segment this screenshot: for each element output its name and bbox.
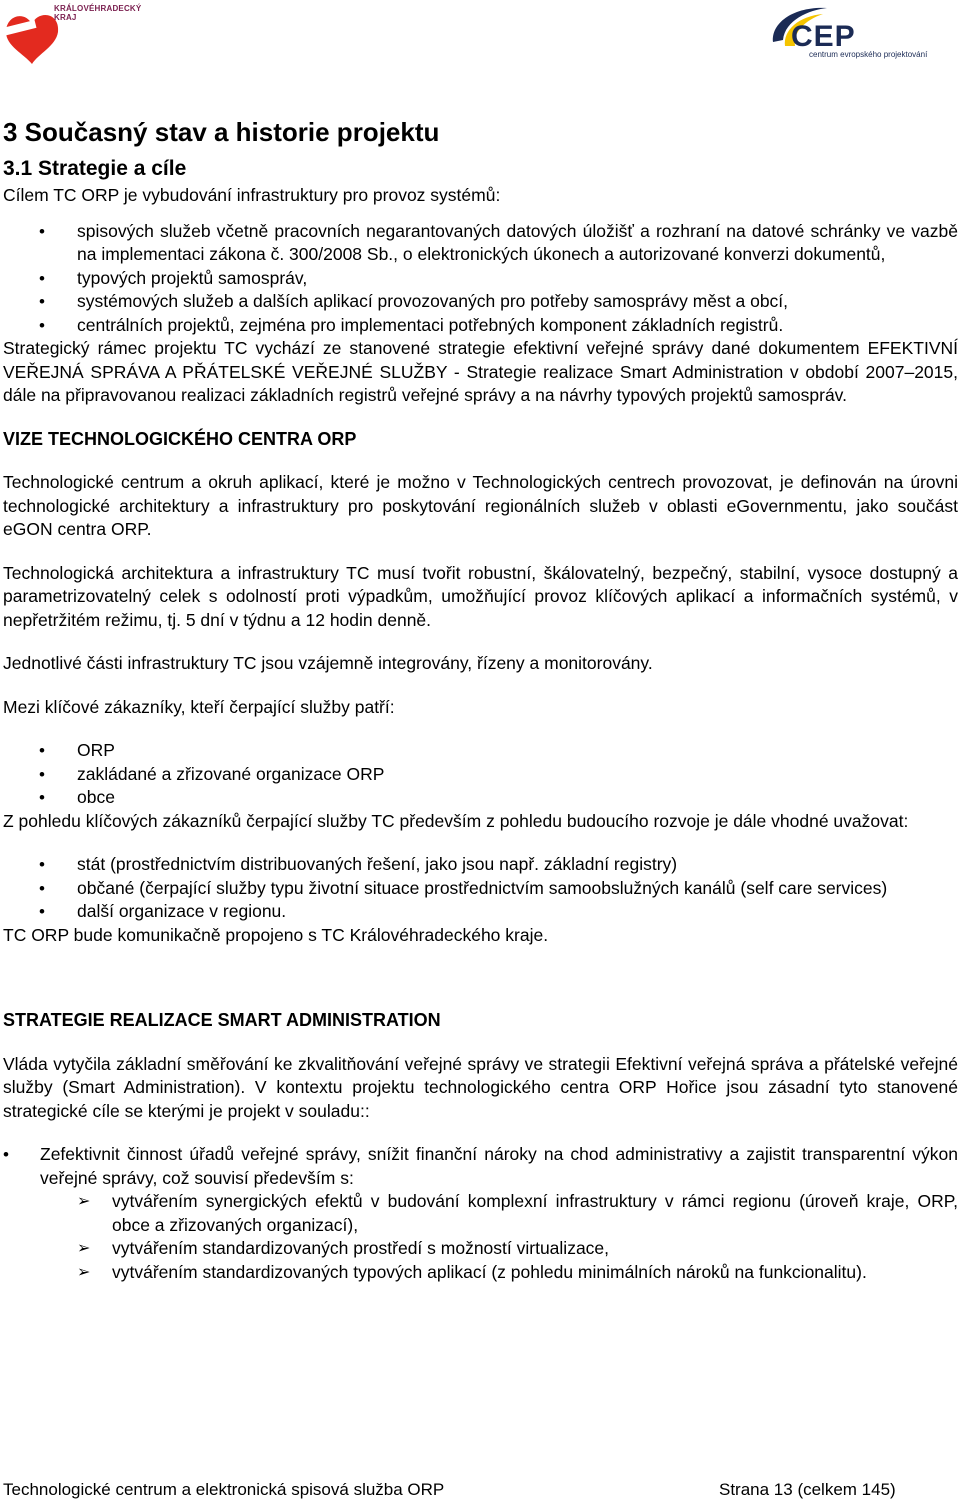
tc-orp-paragraph: TC ORP bude komunikačně propojeno s TC Královéhradeckého kraje. (3, 924, 549, 945)
list-item: • zakládané a zřizované organizace ORP (3, 763, 958, 787)
list-item: • spisových služeb včetně pracovních negarantovaných datových úložišť a rozhraní na datové schránky ve vazbě na implementaci zákona č. 300/2008 Sb., o elektronických úkonech a autorizované konverzi dokumentů, (3, 220, 958, 267)
kralovehradecky-kraj-logo (2, 2, 152, 66)
list-item: • stát (prostřednictvím distribuovaných řešení, jako jsou např. základní registry) (3, 853, 958, 877)
strategic-paragraph: Strategický rámec projektu TC vychází ze stanovené strategie efektivní veřejné správy dané dokumentem EFEKTIVNÍ VEŘEJNÁ SPRÁVA A PŘÁTELSKÉ VEŘEJNÉ SLUŽBY - Strategie realizace Smart Administration v období 2007–2015, dále na připravovanou realizaci základních registrů veřejné správy a na návrhy typových projektů samospráv. (3, 338, 958, 405)
section-heading: 3 Současný stav a historie projektu (3, 117, 440, 147)
vision-paragraph-1: Technologické centrum a okruh aplikací, které je možno v Technologických centrech provozovat, je definován na úrovni technologické architektury a infrastruktury pro poskytování regionálních služeb v oblasti eGovernmentu, jako součást eGON centra ORP. (3, 472, 958, 539)
list-item: • Zefektivnit činnost úřadů veřejné správy, snížit finanční nároky na chod administrativy a zajistit transparentní výkon veřejné správy, což souvisí především s: (3, 1143, 958, 1190)
future-list (3, 853, 958, 924)
vision-paragraph-3: Jednotlivé části infrastruktury TC jsou vzájemně integrovány, řízeny a monitorovány. (3, 653, 653, 673)
strategy-paragraph: Vláda vytyčila základní směřování ke zkvalitňování veřejné správy ve strategii Efektivní veřejná správa a přátelské veřejné služby (Smart Administration). V kontextu projektu technologického centra ORP Hořice jsou zásadní tyto stanovené strategické cíle se kterými je projekt v souladu:: (3, 1053, 958, 1121)
page-header (0, 0, 960, 70)
list-item: ➢ vytvářením standardizovaných typových aplikací (z pohledu minimálních nároků na funkcionalitu). (3, 1261, 958, 1285)
strategy-sublist (3, 1190, 958, 1284)
future-paragraph: Z pohledu klíčových zákazníků čerpající služby TC především z pohledu budoucího rozvoje je dále vhodné uvažovat: (3, 810, 909, 831)
cep-logo (765, 0, 960, 66)
cep-logo-subtitle: centrum evropského projektování (809, 50, 928, 59)
logo-text-line-2: KRAJ (54, 13, 77, 22)
list-item: ➢ vytvářením standardizovaných prostředí s možností virtualizace, (3, 1237, 958, 1261)
footer-page-number: Strana 13 (celkem 145) (719, 1480, 896, 1499)
list-item: • občané (čerpající služby typu životní situace prostřednictvím samoobslužných kanálů (self care services) (3, 877, 958, 901)
list-item: • typových projektů samospráv, (3, 267, 958, 291)
list-item: • systémových služeb a dalších aplikací provozovaných pro potřeby samosprávy měst a obcí, (3, 290, 958, 314)
cep-logo-title: CEP (791, 20, 856, 53)
list-item: • centrálních projektů, zejména pro implementaci potřebných komponent základních registrů. (3, 314, 958, 338)
list-item: • ORP (3, 739, 958, 763)
logo-text-line-1: KRÁLOVÉHRADECKÝ (54, 4, 142, 13)
strategy-heading: STRATEGIE REALIZACE SMART ADMINISTRATION (3, 1010, 441, 1030)
footer-document-title: Technologické centrum a elektronická spisová služba ORP (3, 1480, 445, 1499)
customers-list (3, 739, 958, 810)
list-item: • další organizace v regionu. (3, 900, 958, 924)
vision-paragraph-2: Technologická architektura a infrastruktury TC musí tvořit robustní, škálovatelný, bezpečný, stabilní, vysoce dostupný a parametrizovatelný celek s odolností proti výpadkům, umožňující provoz klíčových aplikací a informačních systémů, v nepřetržitém režimu, tj. 5 dní v týdnu a 12 hodin denně. (3, 562, 958, 630)
vision-heading: VIZE TECHNOLOGICKÉHO CENTRA ORP (3, 428, 357, 449)
intro-paragraph: Cílem TC ORP je vybudování infrastruktury pro provoz systémů: (3, 185, 501, 205)
infrastructure-list (3, 220, 958, 338)
customers-paragraph: Mezi klíčové zákazníky, kteří čerpající služby patří: (3, 696, 395, 717)
document-body (3, 110, 958, 1284)
list-item: • obce (3, 786, 958, 810)
subsection-heading: 3.1 Strategie a cíle (3, 157, 187, 180)
strategy-list (3, 1143, 958, 1190)
list-item: ➢ vytvářením synergických efektů v budování komplexní infrastruktury v rámci regionu (úroveň kraje, ORP, obce a zřizovaných organizací), (3, 1190, 958, 1237)
